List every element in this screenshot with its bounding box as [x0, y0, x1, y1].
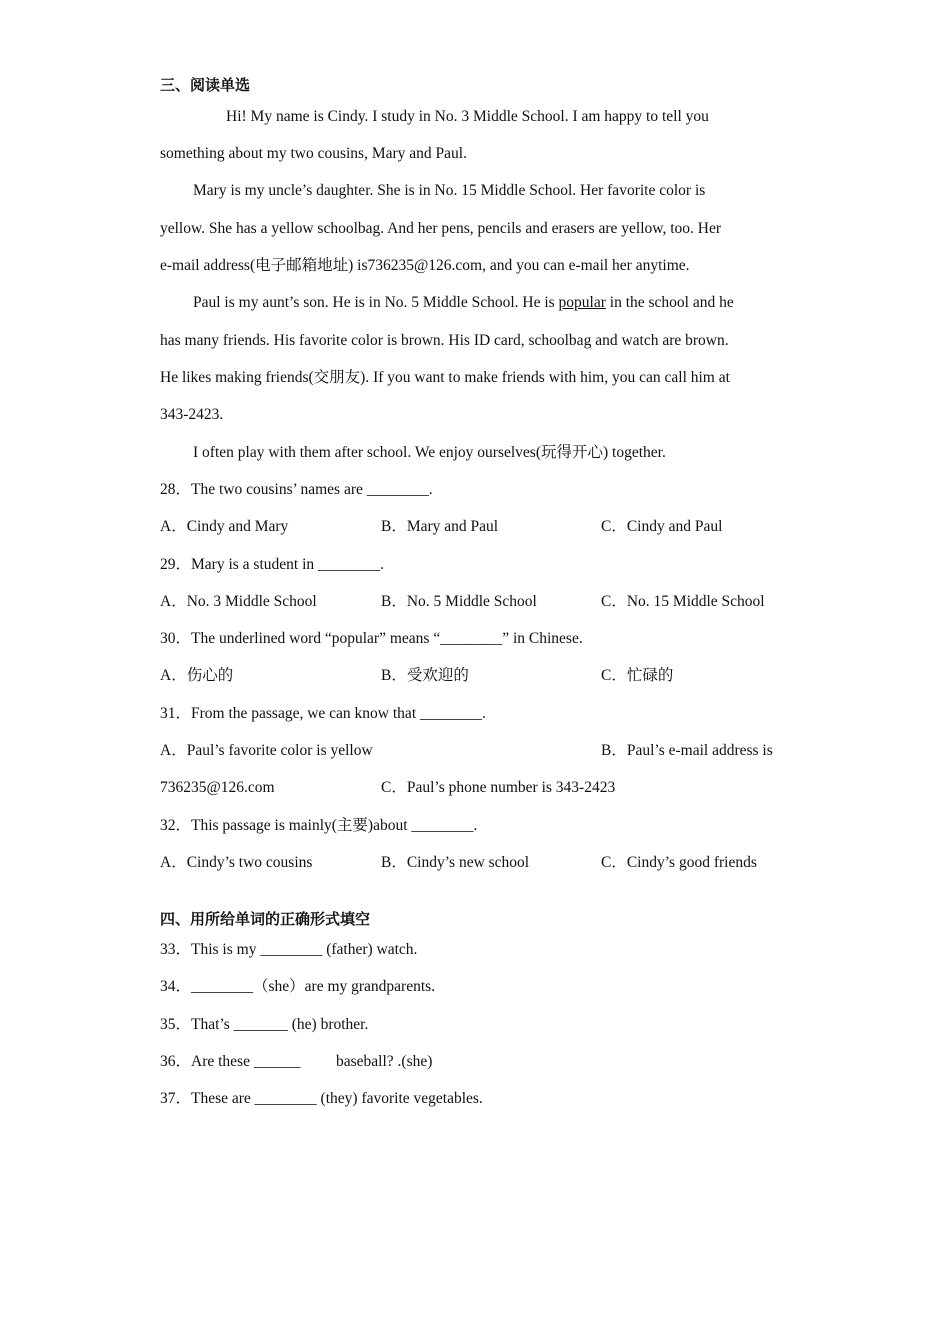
passage-line: Hi! My name is Cindy. I study in No. 3 Middle School. I am happy to tell you — [226, 108, 709, 125]
question-32-stem: 32．This passage is mainly(主要)about ________. — [160, 817, 478, 834]
passage-line: something about my two cousins, Mary and Paul. — [160, 145, 467, 162]
question-29-stem: 29．Mary is a student in ________. — [160, 556, 384, 573]
question-28-option-c: C．Cindy and Paul — [601, 518, 723, 535]
question-31-option-b: B．Paul’s e-mail address is — [601, 742, 773, 759]
question-28-stem: 28．The two cousins’ names are ________. — [160, 481, 433, 498]
passage-line: 343-2423. — [160, 406, 224, 423]
question-30-option-c: C．忙碌的 — [601, 667, 674, 684]
question-28-option-b: B．Mary and Paul — [381, 518, 499, 535]
question-31-option-c: C．Paul’s phone number is 343-2423 — [381, 779, 616, 796]
passage-text: Paul is my aunt’s son. He is in No. 5 Middle School. He is — [193, 294, 559, 311]
question-36: 36．Are these ______ — [160, 1053, 301, 1070]
question-37: 37．These are ________ (they) favorite vegetables. — [160, 1090, 483, 1107]
question-29-option-a: A．No. 3 Middle School — [160, 593, 317, 610]
question-29-option-c: C．No. 15 Middle School — [601, 593, 765, 610]
passage-line: has many friends. His favorite color is brown. His ID card, schoolbag and watch are brown. — [160, 332, 729, 349]
question-32-option-b: B．Cindy’s new school — [381, 854, 530, 871]
question-32-option-a: A．Cindy’s two cousins — [160, 854, 313, 871]
question-33: 33．This is my ________ (father) watch. — [160, 941, 418, 958]
question-31-stem: 31．From the passage, we can know that ________. — [160, 705, 486, 722]
passage-text: in the school and he — [605, 294, 734, 311]
question-30-option-a: A．伤心的 — [160, 667, 234, 684]
question-28-option-a: A．Cindy and Mary — [160, 518, 289, 535]
passage-line: yellow. She has a yellow schoolbag. And her pens, pencils and erasers are yellow, too. Her — [160, 220, 721, 237]
question-35: 35．That’s _______ (he) brother. — [160, 1016, 369, 1033]
question-30-stem: 30．The underlined word “popular” means “________” in Chinese. — [160, 630, 583, 647]
section-4-heading: 四、用所给单词的正确形式填空 — [160, 910, 371, 928]
question-34: 34．________（she）are my grandparents. — [160, 978, 436, 995]
passage-line — [193, 293, 734, 313]
passage-line: Mary is my uncle’s daughter. She is in No. 15 Middle School. Her favorite color is — [193, 182, 706, 199]
question-30-option-b: B．受欢迎的 — [381, 667, 469, 684]
question-31-option-b-continued: 736235@126.com — [160, 779, 275, 796]
passage-line: He likes making friends(交朋友). If you want to make friends with him, you can call him at — [160, 369, 730, 386]
question-36-continued: baseball? .(she) — [336, 1053, 433, 1070]
underlined-word: popular — [558, 294, 606, 311]
section-3-heading: 三、阅读单选 — [160, 76, 251, 94]
passage-line: e-mail address(电子邮箱地址) is736235@126.com, and you can e-mail her anytime. — [160, 257, 690, 274]
question-29-option-b: B．No. 5 Middle School — [381, 593, 537, 610]
question-31-option-a: A．Paul’s favorite color is yellow — [160, 742, 373, 759]
passage-line: I often play with them after school. We enjoy ourselves(玩得开心) together. — [193, 444, 666, 461]
question-32-option-c: C．Cindy’s good friends — [601, 854, 757, 871]
